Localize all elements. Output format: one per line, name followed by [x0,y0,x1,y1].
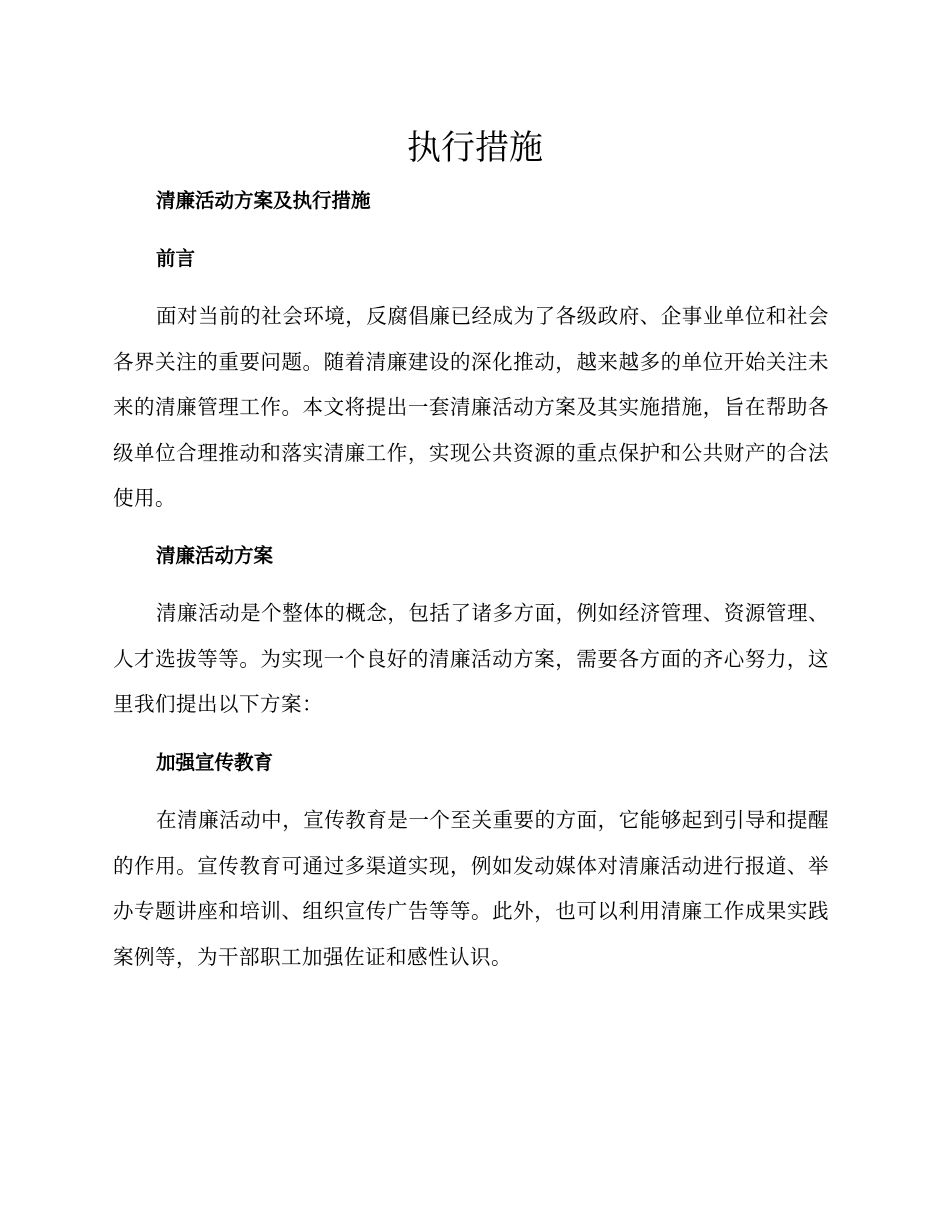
section-paragraph-education: 在清廉活动中，宣传教育是一个至关重要的方面，它能够起到引导和提醒的作用。宣传教育可通过多渠道实现，例如发动媒体对清廉活动进行报道、举办专题讲座和培训、组织宣传广告等等。此外，也可以利用清廉工作成果实践案例等，为干部职工加强佐证和感性认识。 [113,808,829,969]
section-paragraph-plan: 清廉活动是个整体的概念，包括了诸多方面，例如经济管理、资源管理、人才选拔等等。为实现一个良好的清廉活动方案，需要各方面的齐心努力，这里我们提出以下方案： [113,601,829,716]
page-title: 执行措施 [407,128,543,168]
document-subtitle: 清廉活动方案及执行措施 [156,189,371,212]
section-heading-education: 加强宣传教育 [156,751,274,774]
section-heading-plan: 清廉活动方案 [156,544,274,567]
document-body [113,178,829,992]
section-paragraph-preface: 面对当前的社会环境，反腐倡廉已经成为了各级政府、企事业单位和社会各界关注的重要问题。随着清廉建设的深化推动，越来越多的单位开始关注未来的清廉管理工作。本文将提出一套清廉活动方案及其实施措施，旨在帮助各级单位合理推动和落实清廉工作，实现公共资源的重点保护和公共财产的合法使用。 [113,304,829,510]
section-heading-preface: 前言 [156,247,196,270]
